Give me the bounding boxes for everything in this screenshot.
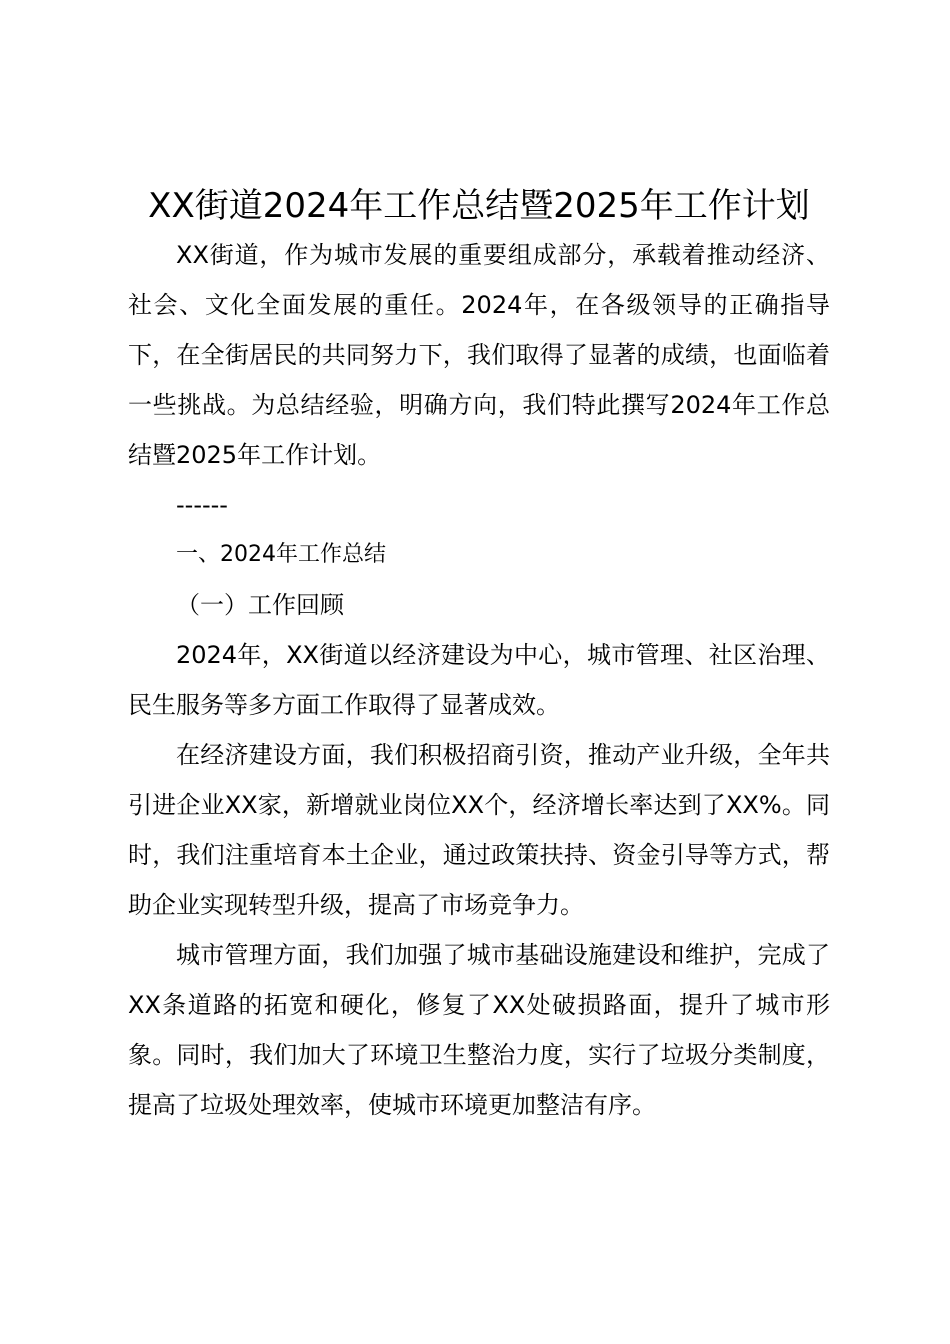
- intro-paragraph: XX街道，作为城市发展的重要组成部分，承载着推动经济、社会、文化全面发展的重任。2024年，在各级领导的正确指导下，在全街居民的共同努力下，我们取得了显著的成绩，也面临着一些挑战。为总结经验，明确方向，我们特此撰写2024年工作总结暨2025年工作计划。: [128, 241, 830, 469]
- subsection-heading: （一）工作回顾: [176, 591, 344, 619]
- section-heading: 一、2024年工作总结: [176, 542, 386, 567]
- separator-line: ------: [176, 491, 228, 519]
- body-paragraph-city-management: 城市管理方面，我们加强了城市基础设施建设和维护，完成了XX条道路的拓宽和硬化，修复了XX处破损路面，提升了城市形象。同时，我们加大了环境卫生整治力度，实行了垃圾分类制度，提高了垃圾处理效率，使城市环境更加整洁有序。: [128, 941, 830, 1119]
- document-title: XX街道2024年工作总结暨2025年工作计划: [148, 186, 810, 226]
- body-paragraph-overview: 2024年，XX街道以经济建设为中心，城市管理、社区治理、民生服务等多方面工作取得了显著成效。: [128, 641, 830, 719]
- document-page: [128, 183, 830, 1130]
- body-paragraph-economy: 在经济建设方面，我们积极招商引资，推动产业升级，全年共引进企业XX家，新增就业岗位XX个，经济增长率达到了XX%。同时，我们注重培育本土企业，通过政策扶持、资金引导等方式，帮助企业实现转型升级，提高了市场竞争力。: [128, 741, 830, 919]
